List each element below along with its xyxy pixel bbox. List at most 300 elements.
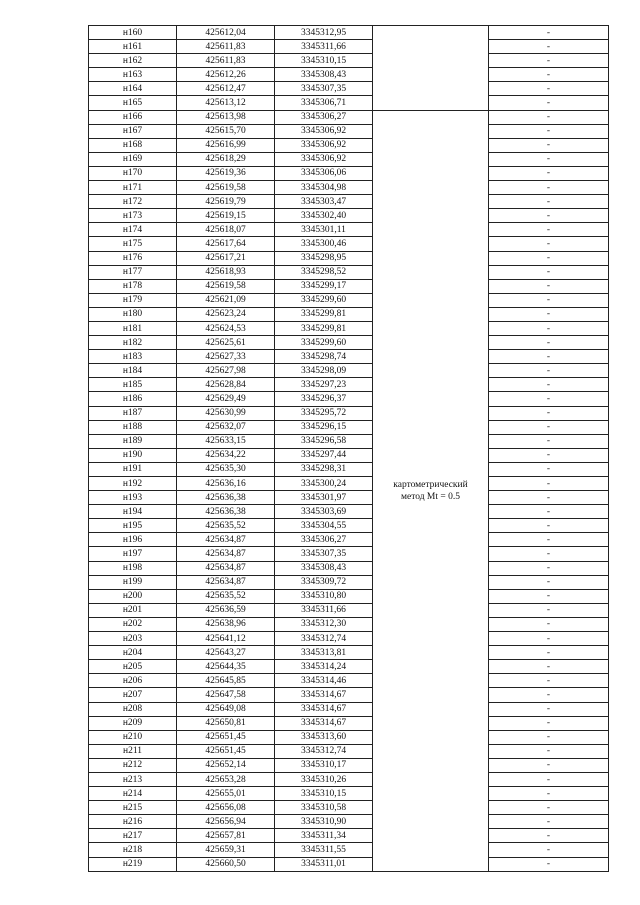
x-coordinate-cell: 425659,31: [177, 843, 275, 857]
point-id-cell: н178: [89, 279, 177, 293]
method-cell: [373, 110, 489, 871]
point-id-cell: н192: [89, 477, 177, 491]
x-coordinate-cell: 425618,07: [177, 223, 275, 237]
x-coordinate-cell: 425635,30: [177, 462, 275, 476]
x-coordinate-cell: 425657,81: [177, 829, 275, 843]
note-cell: -: [489, 448, 609, 462]
note-cell: -: [489, 646, 609, 660]
note-cell: -: [489, 336, 609, 350]
y-coordinate-cell: 3345310,15: [275, 54, 373, 68]
table-row: [89, 688, 609, 702]
y-coordinate-cell: 3345310,58: [275, 801, 373, 815]
y-coordinate-cell: 3345299,81: [275, 321, 373, 335]
point-id-cell: н176: [89, 251, 177, 265]
point-id-cell: н186: [89, 392, 177, 406]
point-id-cell: н172: [89, 195, 177, 209]
note-cell: -: [489, 533, 609, 547]
point-id-cell: н195: [89, 519, 177, 533]
x-coordinate-cell: 425628,84: [177, 378, 275, 392]
table-row: [89, 674, 609, 688]
y-coordinate-cell: 3345309,72: [275, 575, 373, 589]
y-coordinate-cell: 3345307,35: [275, 82, 373, 96]
table-row: [89, 843, 609, 857]
point-id-cell: н187: [89, 406, 177, 420]
note-cell: -: [489, 54, 609, 68]
x-coordinate-cell: 425636,38: [177, 491, 275, 505]
point-id-cell: н175: [89, 237, 177, 251]
note-cell: -: [489, 575, 609, 589]
x-coordinate-cell: 425643,27: [177, 646, 275, 660]
x-coordinate-cell: 425619,79: [177, 195, 275, 209]
note-cell: -: [489, 181, 609, 195]
y-coordinate-cell: 3345306,06: [275, 166, 373, 180]
point-id-cell: н160: [89, 26, 177, 40]
table-row: [89, 265, 609, 279]
y-coordinate-cell: 3345304,98: [275, 181, 373, 195]
x-coordinate-cell: 425656,08: [177, 801, 275, 815]
x-coordinate-cell: 425647,58: [177, 688, 275, 702]
x-coordinate-cell: 425634,87: [177, 575, 275, 589]
point-id-cell: н169: [89, 152, 177, 166]
point-id-cell: н203: [89, 632, 177, 646]
point-id-cell: н181: [89, 321, 177, 335]
point-id-cell: н199: [89, 575, 177, 589]
note-cell: -: [489, 209, 609, 223]
coordinates-table: [88, 25, 609, 872]
table-row: [89, 40, 609, 54]
point-id-cell: н216: [89, 815, 177, 829]
table-row: [89, 209, 609, 223]
note-cell: -: [489, 279, 609, 293]
note-cell: -: [489, 730, 609, 744]
table-row: [89, 54, 609, 68]
point-id-cell: н202: [89, 617, 177, 631]
point-id-cell: н200: [89, 589, 177, 603]
note-cell: -: [489, 96, 609, 110]
point-id-cell: н166: [89, 110, 177, 124]
x-coordinate-cell: 425636,59: [177, 603, 275, 617]
point-id-cell: н182: [89, 336, 177, 350]
x-coordinate-cell: 425627,33: [177, 350, 275, 364]
note-cell: -: [489, 491, 609, 505]
note-cell: -: [489, 829, 609, 843]
point-id-cell: н207: [89, 688, 177, 702]
point-id-cell: н184: [89, 364, 177, 378]
x-coordinate-cell: 425649,08: [177, 702, 275, 716]
note-cell: -: [489, 632, 609, 646]
x-coordinate-cell: 425624,53: [177, 321, 275, 335]
x-coordinate-cell: 425634,87: [177, 547, 275, 561]
table-row: [89, 138, 609, 152]
note-cell: -: [489, 843, 609, 857]
y-coordinate-cell: 3345296,15: [275, 420, 373, 434]
y-coordinate-cell: 3345302,40: [275, 209, 373, 223]
y-coordinate-cell: 3345313,81: [275, 646, 373, 660]
y-coordinate-cell: 3345311,66: [275, 603, 373, 617]
note-cell: -: [489, 223, 609, 237]
y-coordinate-cell: 3345301,11: [275, 223, 373, 237]
table-row: [89, 68, 609, 82]
y-coordinate-cell: 3345306,27: [275, 533, 373, 547]
table-row: [89, 477, 609, 491]
x-coordinate-cell: 425651,45: [177, 744, 275, 758]
note-cell: -: [489, 392, 609, 406]
table-row: [89, 519, 609, 533]
note-cell: -: [489, 40, 609, 54]
table-row: [89, 406, 609, 420]
table-row: [89, 434, 609, 448]
y-coordinate-cell: 3345314,24: [275, 660, 373, 674]
point-id-cell: н209: [89, 716, 177, 730]
point-id-cell: н201: [89, 603, 177, 617]
table-row: [89, 857, 609, 871]
y-coordinate-cell: 3345308,43: [275, 68, 373, 82]
point-id-cell: н205: [89, 660, 177, 674]
x-coordinate-cell: 425650,81: [177, 716, 275, 730]
x-coordinate-cell: 425613,98: [177, 110, 275, 124]
note-cell: -: [489, 744, 609, 758]
x-coordinate-cell: 425618,93: [177, 265, 275, 279]
point-id-cell: н189: [89, 434, 177, 448]
note-cell: -: [489, 251, 609, 265]
y-coordinate-cell: 3345314,67: [275, 702, 373, 716]
table-row: [89, 251, 609, 265]
note-cell: -: [489, 364, 609, 378]
x-coordinate-cell: 425612,04: [177, 26, 275, 40]
point-id-cell: н174: [89, 223, 177, 237]
table-row: [89, 82, 609, 96]
note-cell: -: [489, 82, 609, 96]
table-row: [89, 829, 609, 843]
table-row: [89, 702, 609, 716]
method-text-line1: картометрический: [393, 479, 468, 490]
y-coordinate-cell: 3345307,35: [275, 547, 373, 561]
x-coordinate-cell: 425619,58: [177, 279, 275, 293]
table-row: [89, 533, 609, 547]
table-row: [89, 448, 609, 462]
x-coordinate-cell: 425611,83: [177, 54, 275, 68]
note-cell: -: [489, 265, 609, 279]
table-row: [89, 505, 609, 519]
y-coordinate-cell: 3345308,43: [275, 561, 373, 575]
y-coordinate-cell: 3345310,80: [275, 589, 373, 603]
point-id-cell: н171: [89, 181, 177, 195]
point-id-cell: н194: [89, 505, 177, 519]
point-id-cell: н177: [89, 265, 177, 279]
x-coordinate-cell: 425635,52: [177, 589, 275, 603]
note-cell: -: [489, 166, 609, 180]
x-coordinate-cell: 425638,96: [177, 617, 275, 631]
note-cell: -: [489, 195, 609, 209]
y-coordinate-cell: 3345298,52: [275, 265, 373, 279]
x-coordinate-cell: 425653,28: [177, 772, 275, 786]
note-cell: -: [489, 293, 609, 307]
note-cell: -: [489, 350, 609, 364]
table-row: [89, 350, 609, 364]
x-coordinate-cell: 425623,24: [177, 307, 275, 321]
x-coordinate-cell: 425641,12: [177, 632, 275, 646]
note-cell: -: [489, 462, 609, 476]
note-cell: -: [489, 434, 609, 448]
y-coordinate-cell: 3345306,71: [275, 96, 373, 110]
y-coordinate-cell: 3345310,17: [275, 758, 373, 772]
y-coordinate-cell: 3345300,46: [275, 237, 373, 251]
note-cell: -: [489, 801, 609, 815]
x-coordinate-cell: 425644,35: [177, 660, 275, 674]
note-cell: -: [489, 138, 609, 152]
y-coordinate-cell: 3345306,92: [275, 138, 373, 152]
y-coordinate-cell: 3345314,67: [275, 688, 373, 702]
table-row: [89, 758, 609, 772]
point-id-cell: н208: [89, 702, 177, 716]
table-row: [89, 561, 609, 575]
note-cell: -: [489, 815, 609, 829]
table-row: [89, 392, 609, 406]
x-coordinate-cell: 425634,87: [177, 533, 275, 547]
table-row: [89, 632, 609, 646]
y-coordinate-cell: 3345299,60: [275, 336, 373, 350]
point-id-cell: н188: [89, 420, 177, 434]
table-row: [89, 166, 609, 180]
point-id-cell: н191: [89, 462, 177, 476]
y-coordinate-cell: 3345310,26: [275, 772, 373, 786]
point-id-cell: н168: [89, 138, 177, 152]
point-id-cell: н213: [89, 772, 177, 786]
note-cell: -: [489, 758, 609, 772]
point-id-cell: н214: [89, 787, 177, 801]
x-coordinate-cell: 425660,50: [177, 857, 275, 871]
note-cell: -: [489, 237, 609, 251]
x-coordinate-cell: 425632,07: [177, 420, 275, 434]
note-cell: -: [489, 68, 609, 82]
x-coordinate-cell: 425651,45: [177, 730, 275, 744]
table-row: [89, 293, 609, 307]
y-coordinate-cell: 3345314,67: [275, 716, 373, 730]
x-coordinate-cell: 425621,09: [177, 293, 275, 307]
y-coordinate-cell: 3345312,74: [275, 632, 373, 646]
method-cell-empty: [373, 26, 489, 111]
y-coordinate-cell: 3345297,23: [275, 378, 373, 392]
table-row: [89, 730, 609, 744]
x-coordinate-cell: 425615,70: [177, 124, 275, 138]
point-id-cell: н204: [89, 646, 177, 660]
point-id-cell: н217: [89, 829, 177, 843]
table-row: [89, 110, 609, 124]
table-row: [89, 617, 609, 631]
table-row: [89, 152, 609, 166]
y-coordinate-cell: 3345303,47: [275, 195, 373, 209]
y-coordinate-cell: 3345298,09: [275, 364, 373, 378]
table-row: [89, 378, 609, 392]
table-row: [89, 336, 609, 350]
coordinates-table-body: [89, 26, 609, 872]
x-coordinate-cell: 425619,15: [177, 209, 275, 223]
y-coordinate-cell: 3345306,92: [275, 124, 373, 138]
note-cell: -: [489, 124, 609, 138]
y-coordinate-cell: 3345300,24: [275, 477, 373, 491]
y-coordinate-cell: 3345312,74: [275, 744, 373, 758]
x-coordinate-cell: 425613,12: [177, 96, 275, 110]
y-coordinate-cell: 3345301,97: [275, 491, 373, 505]
note-cell: -: [489, 378, 609, 392]
table-row: [89, 815, 609, 829]
y-coordinate-cell: 3345296,58: [275, 434, 373, 448]
y-coordinate-cell: 3345295,72: [275, 406, 373, 420]
point-id-cell: н179: [89, 293, 177, 307]
table-row: [89, 716, 609, 730]
point-id-cell: н196: [89, 533, 177, 547]
x-coordinate-cell: 425656,94: [177, 815, 275, 829]
x-coordinate-cell: 425618,29: [177, 152, 275, 166]
note-cell: -: [489, 674, 609, 688]
x-coordinate-cell: 425611,83: [177, 40, 275, 54]
method-text-line2: метод Mt = 0.5: [400, 491, 460, 502]
x-coordinate-cell: 425635,52: [177, 519, 275, 533]
y-coordinate-cell: 3345299,60: [275, 293, 373, 307]
x-coordinate-cell: 425617,21: [177, 251, 275, 265]
point-id-cell: н190: [89, 448, 177, 462]
point-id-cell: н165: [89, 96, 177, 110]
note-cell: -: [489, 152, 609, 166]
table-row: [89, 801, 609, 815]
note-cell: -: [489, 688, 609, 702]
point-id-cell: н170: [89, 166, 177, 180]
note-cell: -: [489, 603, 609, 617]
table-row: [89, 195, 609, 209]
y-coordinate-cell: 3345306,27: [275, 110, 373, 124]
note-cell: -: [489, 561, 609, 575]
note-cell: -: [489, 477, 609, 491]
point-id-cell: н162: [89, 54, 177, 68]
x-coordinate-cell: 425616,99: [177, 138, 275, 152]
y-coordinate-cell: 3345312,95: [275, 26, 373, 40]
table-row: [89, 787, 609, 801]
x-coordinate-cell: 425630,99: [177, 406, 275, 420]
note-cell: -: [489, 772, 609, 786]
note-cell: -: [489, 787, 609, 801]
y-coordinate-cell: 3345310,90: [275, 815, 373, 829]
table-row: [89, 307, 609, 321]
y-coordinate-cell: 3345314,46: [275, 674, 373, 688]
table-row: [89, 547, 609, 561]
point-id-cell: н161: [89, 40, 177, 54]
table-row: [89, 660, 609, 674]
table-row: [89, 279, 609, 293]
y-coordinate-cell: 3345298,74: [275, 350, 373, 364]
y-coordinate-cell: 3345303,69: [275, 505, 373, 519]
x-coordinate-cell: 425645,85: [177, 674, 275, 688]
table-row: [89, 772, 609, 786]
point-id-cell: н219: [89, 857, 177, 871]
point-id-cell: н215: [89, 801, 177, 815]
y-coordinate-cell: 3345311,01: [275, 857, 373, 871]
note-cell: -: [489, 716, 609, 730]
point-id-cell: н218: [89, 843, 177, 857]
y-coordinate-cell: 3345298,31: [275, 462, 373, 476]
note-cell: -: [489, 617, 609, 631]
x-coordinate-cell: 425617,64: [177, 237, 275, 251]
point-id-cell: н180: [89, 307, 177, 321]
point-id-cell: н183: [89, 350, 177, 364]
table-row: [89, 744, 609, 758]
x-coordinate-cell: 425612,26: [177, 68, 275, 82]
point-id-cell: н206: [89, 674, 177, 688]
note-cell: -: [489, 406, 609, 420]
x-coordinate-cell: 425636,16: [177, 477, 275, 491]
note-cell: -: [489, 589, 609, 603]
table-row: [89, 420, 609, 434]
x-coordinate-cell: 425612,47: [177, 82, 275, 96]
x-coordinate-cell: 425634,87: [177, 561, 275, 575]
point-id-cell: н211: [89, 744, 177, 758]
note-cell: -: [489, 547, 609, 561]
point-id-cell: н164: [89, 82, 177, 96]
note-cell: -: [489, 857, 609, 871]
y-coordinate-cell: 3345296,37: [275, 392, 373, 406]
table-row: [89, 96, 609, 110]
point-id-cell: н193: [89, 491, 177, 505]
point-id-cell: н185: [89, 378, 177, 392]
y-coordinate-cell: 3345311,34: [275, 829, 373, 843]
x-coordinate-cell: 425627,98: [177, 364, 275, 378]
y-coordinate-cell: 3345312,30: [275, 617, 373, 631]
note-cell: -: [489, 26, 609, 40]
x-coordinate-cell: 425619,58: [177, 181, 275, 195]
note-cell: -: [489, 702, 609, 716]
y-coordinate-cell: 3345313,60: [275, 730, 373, 744]
point-id-cell: н167: [89, 124, 177, 138]
table-row: [89, 223, 609, 237]
table-row: [89, 491, 609, 505]
table-row: [89, 589, 609, 603]
point-id-cell: н163: [89, 68, 177, 82]
table-row: [89, 462, 609, 476]
table-row: [89, 181, 609, 195]
point-id-cell: н197: [89, 547, 177, 561]
note-cell: -: [489, 519, 609, 533]
y-coordinate-cell: 3345299,17: [275, 279, 373, 293]
note-cell: -: [489, 307, 609, 321]
x-coordinate-cell: 425636,38: [177, 505, 275, 519]
point-id-cell: н198: [89, 561, 177, 575]
x-coordinate-cell: 425619,36: [177, 166, 275, 180]
y-coordinate-cell: 3345311,66: [275, 40, 373, 54]
y-coordinate-cell: 3345299,81: [275, 307, 373, 321]
y-coordinate-cell: 3345310,15: [275, 787, 373, 801]
table-row: [89, 124, 609, 138]
point-id-cell: н212: [89, 758, 177, 772]
table-row: [89, 603, 609, 617]
table-row: [89, 237, 609, 251]
note-cell: -: [489, 110, 609, 124]
y-coordinate-cell: 3345298,95: [275, 251, 373, 265]
x-coordinate-cell: 425625,61: [177, 336, 275, 350]
table-row: [89, 26, 609, 40]
x-coordinate-cell: 425655,01: [177, 787, 275, 801]
table-row: [89, 321, 609, 335]
note-cell: -: [489, 660, 609, 674]
y-coordinate-cell: 3345306,92: [275, 152, 373, 166]
y-coordinate-cell: 3345311,55: [275, 843, 373, 857]
point-id-cell: н173: [89, 209, 177, 223]
note-cell: -: [489, 420, 609, 434]
note-cell: -: [489, 505, 609, 519]
y-coordinate-cell: 3345304,55: [275, 519, 373, 533]
point-id-cell: н210: [89, 730, 177, 744]
x-coordinate-cell: 425633,15: [177, 434, 275, 448]
table-row: [89, 575, 609, 589]
x-coordinate-cell: 425634,22: [177, 448, 275, 462]
